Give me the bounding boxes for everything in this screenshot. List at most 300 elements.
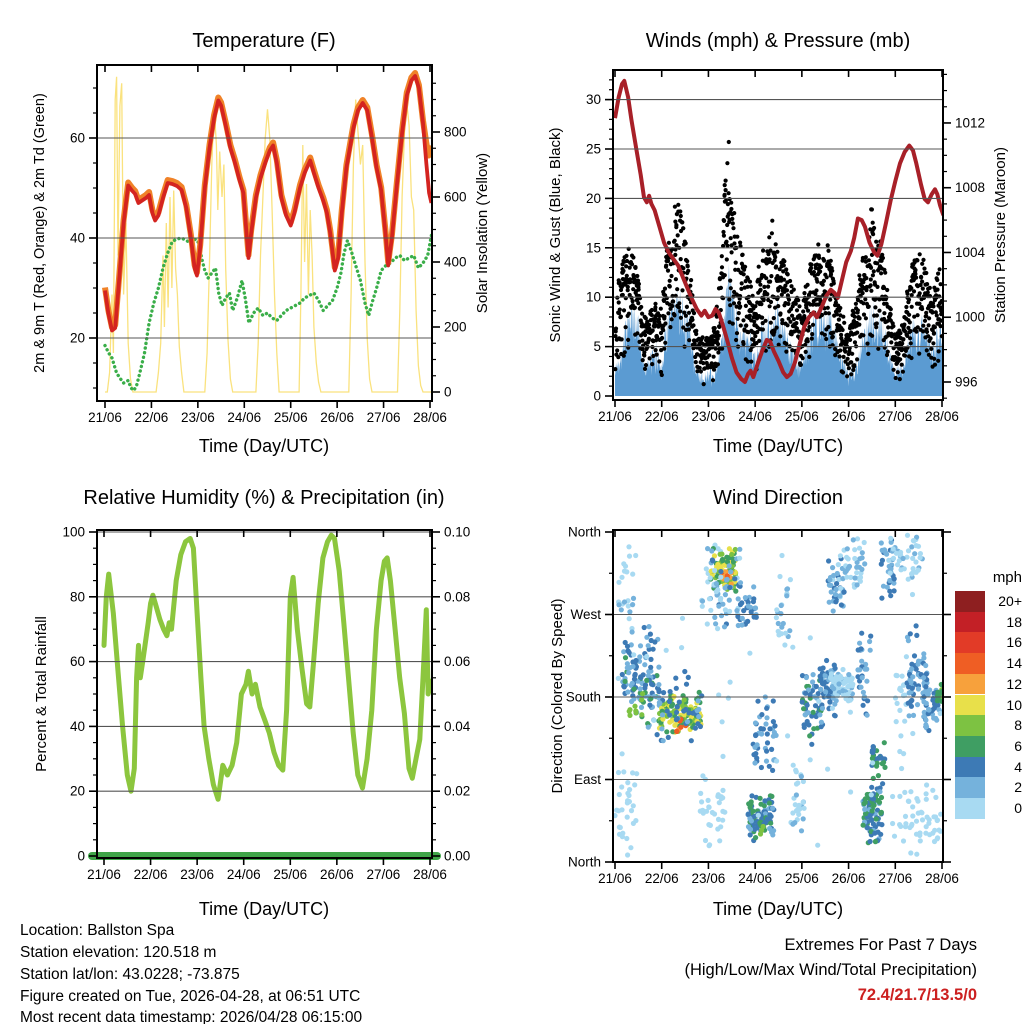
wind-direction-dot [900, 674, 905, 679]
wind-direction-dot [834, 581, 839, 586]
wind-direction-dot [824, 658, 829, 663]
wind-direction-dot [932, 828, 937, 833]
wind-direction-dot [877, 789, 882, 794]
tick-label: 400 [444, 254, 467, 270]
wind-direction-dot [633, 818, 638, 823]
wind-direction-dot [734, 608, 739, 613]
wind-direction-dot [649, 682, 654, 687]
wind-direction-dot [619, 607, 624, 612]
wind-direction-dot [796, 812, 801, 817]
tick-label: 24/06 [738, 871, 773, 886]
wind-direction-dot [935, 836, 940, 841]
wind-direction-dot [777, 574, 782, 579]
wind-direction-dot [863, 800, 868, 805]
wind-direction-dot [901, 838, 906, 843]
wind-direction-dot [895, 701, 900, 706]
wind-direction-dot [631, 687, 636, 692]
wind-direction-dot [809, 742, 814, 747]
wind-direction-dot [835, 693, 840, 698]
wind-direction-dot [831, 608, 836, 613]
wind-direction-dot [715, 826, 720, 831]
wind-direction-dot [910, 813, 915, 818]
tick-label: 22/06 [133, 867, 168, 882]
wind-direction-dot [765, 731, 770, 736]
wind-direction-dot [749, 793, 754, 798]
wind-direction-dot [699, 693, 704, 698]
wind-direction-dot [630, 664, 635, 669]
wind-direction-dot [718, 596, 723, 601]
wind-direction-dot [935, 690, 940, 695]
wind-direction-dot [646, 725, 651, 730]
wind-direction-dot [677, 700, 682, 705]
tick-label: 21/06 [598, 409, 632, 424]
tick-label: North [567, 854, 601, 870]
tick-label: 1000 [955, 309, 986, 325]
wind-direction-dot [911, 713, 916, 718]
wind-direction-dot [674, 717, 679, 722]
wind-direction-dot [869, 792, 874, 797]
wind-direction-dot [909, 679, 914, 684]
wind-direction-dot [908, 789, 913, 794]
wind-direction-dot [823, 689, 828, 694]
wind-direction-dot [898, 733, 903, 738]
wind-direction-dot [807, 733, 812, 738]
wind-direction-dot [776, 632, 781, 637]
wind-direction-dot [747, 651, 752, 656]
wind-direction-dot [828, 674, 833, 679]
wind-direction-dot [914, 819, 919, 824]
wind-direction-dot [918, 838, 923, 843]
tick-label: 23/06 [180, 867, 215, 882]
wind-direction-dot [878, 832, 883, 837]
wind-direction-dot [845, 692, 850, 697]
wind-direction-dot [840, 688, 845, 693]
wind-direction-dot [923, 684, 928, 689]
wind-direction-dot [879, 795, 884, 800]
wind-direction-dot [862, 561, 867, 566]
wind-direction-dot [871, 744, 876, 749]
wind-direction-dot [720, 809, 725, 814]
tick-label: 1008 [955, 180, 986, 196]
wind-direction-dot [862, 540, 867, 545]
wind-direction-dot [802, 725, 807, 730]
wind-direction-dot [910, 570, 915, 575]
wind-direction-dot [756, 813, 761, 818]
legend-swatch [955, 653, 985, 674]
wind-direction-dot [829, 589, 834, 594]
wind-direction-dot [831, 573, 836, 578]
tick-label: 100 [62, 524, 85, 540]
wind-direction-dot [716, 604, 721, 609]
wind-direction-dot [925, 691, 930, 696]
wind-direction-dot [751, 584, 756, 589]
wind-direction-dot [852, 556, 857, 561]
wind-direction-dot [880, 761, 885, 766]
wind-direction-dot [804, 675, 809, 680]
wind-direction-dot [872, 831, 877, 836]
tick-label: 15 [585, 240, 601, 256]
wind-direction-dot [806, 710, 811, 715]
wind-direction-dot [924, 797, 929, 802]
wind-direction-dot [799, 774, 804, 779]
wind-direction-dot [873, 839, 878, 844]
wind-direction-dot [655, 732, 660, 737]
wind-direction-dot [752, 745, 757, 750]
wind-direction-dot [882, 740, 887, 745]
wind-direction-dot [620, 834, 625, 839]
tick-label: 0 [593, 388, 601, 404]
wind-direction-dot [678, 725, 683, 730]
wind-direction-dot [879, 540, 884, 545]
extremes-values: 72.4/21.7/13.5/0 [857, 986, 977, 1004]
wind-direction-dot [719, 613, 724, 618]
wind-direction-dot [774, 758, 779, 763]
wind-direction-dot [910, 731, 915, 736]
wind-direction-dot [842, 589, 847, 594]
wind-direction-dot [915, 702, 920, 707]
wind-direction-dot [921, 655, 926, 660]
wind-direction-dot [912, 653, 917, 658]
wind-direction-dot [865, 713, 870, 718]
wind-direction-dot [845, 677, 850, 682]
tick-label: 27/06 [878, 409, 913, 424]
wind-direction-dot [790, 645, 795, 650]
winds-panel-title: Winds (mph) & Pressure (mb) [645, 30, 911, 52]
wind-direction-dot [764, 715, 769, 720]
tick-label: 26/06 [320, 410, 355, 425]
wind-direction-dot [887, 564, 892, 569]
wind-direction-dot [802, 806, 807, 811]
wind-direction-dot [880, 558, 885, 563]
wind-direction-dot [860, 555, 865, 560]
wind-direction-dot [838, 553, 843, 558]
wind-direction-dot [830, 565, 835, 570]
wind-direction-dot [811, 710, 816, 715]
wind-direction-dot [868, 648, 873, 653]
wind-direction-dot [907, 690, 912, 695]
tick-label: 25 [585, 141, 601, 157]
wind-direction-dot [916, 686, 921, 691]
wind-direction-dot [765, 816, 770, 821]
wind-direction-dot [782, 642, 787, 647]
wind-direction-dot [643, 682, 648, 687]
wind-direction-dot [661, 738, 666, 743]
wind-direction-dot [754, 756, 759, 761]
tick-label: 20 [585, 190, 601, 206]
wind-direction-dot [714, 581, 719, 586]
wind-direction-dot [800, 699, 805, 704]
wind-direction-dot [633, 553, 638, 558]
wind-direction-dot [720, 719, 725, 724]
wind-direction-dot [916, 662, 921, 667]
wind-direction-dot [910, 686, 915, 691]
wind-direction-dot [779, 603, 784, 608]
tick-label: 22/06 [644, 871, 679, 886]
tick-label: 40 [69, 718, 85, 734]
wind-direction-dot [656, 682, 661, 687]
wind-direction-dot [625, 689, 630, 694]
legend-speed-label: 2 [1014, 779, 1022, 796]
tick-label: 0.06 [444, 654, 471, 670]
wind-direction-dot [779, 553, 784, 558]
wind-direction-dot [910, 556, 915, 561]
wind-direction-dot [935, 818, 940, 823]
wind-direction-dot [863, 667, 868, 672]
wind-direction-dot [887, 589, 892, 594]
wind-direction-dot [659, 726, 664, 731]
wind-direction-dot [905, 533, 910, 538]
wind-direction-dot [916, 811, 921, 816]
wind-direction-dot [859, 631, 864, 636]
wind-direction-dot [728, 680, 733, 685]
temperature-plot-area [105, 73, 431, 392]
wind-direction-dot [855, 667, 860, 672]
wind-direction-dot [806, 722, 811, 727]
wind-direction-dot [909, 823, 914, 828]
tick-label: 600 [444, 189, 467, 205]
wind-direction-dot [861, 823, 866, 828]
wind-direction-dot [909, 704, 914, 709]
wind-direction-dot [707, 596, 712, 601]
wind-direction-dot [646, 673, 651, 678]
tick-label: 21/06 [598, 871, 632, 886]
wind-y-axis-label: Sonic Wind & Gust (Blue, Black) [547, 127, 564, 343]
legend-swatch [955, 777, 985, 798]
wind-direction-dot [689, 738, 694, 743]
wind-direction-dot [799, 828, 804, 833]
wind-direction-dot [675, 704, 680, 709]
wind-direction-dot [646, 643, 651, 648]
wind-direction-dot [825, 767, 830, 772]
wind-direction-dot [846, 566, 851, 571]
tick-label: 28/06 [925, 409, 959, 424]
wind-direction-dot [723, 585, 728, 590]
wind-direction-dot [763, 721, 768, 726]
wind-direction-dot [732, 576, 737, 581]
wind-direction-dot [821, 665, 826, 670]
wind-direction-dot [701, 811, 706, 816]
wind-direction-dot [836, 562, 841, 567]
tick-label: 60 [69, 654, 85, 670]
tick-label: 27/06 [366, 410, 401, 425]
temperature-panel-title: Temperature (F) [192, 30, 336, 52]
wind-direction-dot [644, 678, 649, 683]
wind-direction-dot [861, 703, 866, 708]
legend-speed-label: 12 [1006, 675, 1022, 692]
wind-direction-dot [774, 615, 779, 620]
wind-direction-dot [749, 609, 754, 614]
wind-direction-dot [794, 792, 799, 797]
wind-direction-dot [764, 759, 769, 764]
wind-direction-dot [668, 689, 673, 694]
wind-direction-dot [767, 801, 772, 806]
wind-direction-dot [769, 747, 774, 752]
wind-direction-dot [719, 794, 724, 799]
wind-direction-dot [625, 665, 630, 670]
wind-direction-dot [680, 616, 685, 621]
wind-direction-dot [808, 757, 813, 762]
wind-direction-dot [868, 634, 873, 639]
wind-direction-dot [785, 733, 790, 738]
wind-direction-dot [907, 713, 912, 718]
legend-swatch [955, 798, 985, 819]
tick-label: 24/06 [738, 409, 773, 424]
wind-direction-dot [639, 712, 644, 717]
wind-direction-dot [623, 655, 628, 660]
wind-direction-dot [926, 707, 931, 712]
wind-direction-dot [723, 592, 728, 597]
wind-direction-dot [874, 816, 879, 821]
wind-direction-dot [893, 695, 898, 700]
wind-direction-dot [661, 690, 666, 695]
wind-direction-dot [706, 798, 711, 803]
wind-direction-dot [630, 629, 635, 634]
wind-direction-dot [630, 602, 635, 607]
wind-direction-dot [753, 605, 758, 610]
wind-direction-dot [733, 589, 738, 594]
tick-label: 40 [69, 230, 85, 246]
wind-direction-dot [682, 669, 687, 674]
wind-direction-dot [704, 566, 709, 571]
wind-direction-dot [759, 828, 764, 833]
solar-y-axis-label: Solar Insolation (Yellow) [474, 152, 491, 314]
wind-direction-dot [897, 708, 902, 713]
wind-direction-dot [801, 800, 806, 805]
wind-direction-dot [686, 675, 691, 680]
wind-direction-dot [883, 550, 888, 555]
wind-direction-dot [823, 673, 828, 678]
wind-direction-dot [914, 633, 919, 638]
wind-direction-dot [616, 602, 621, 607]
wind-direction-dot [625, 815, 630, 820]
wind-direction-dot [703, 838, 708, 843]
wind-direction-dot [630, 770, 635, 775]
wind-direction-dot [918, 555, 923, 560]
wind-direction-dot [768, 821, 773, 826]
tick-label: East [573, 772, 601, 787]
wind-direction-dot [625, 648, 630, 653]
wind-direction-dot [851, 537, 856, 542]
wind-direction-dot [772, 723, 777, 728]
wind-direction-dot [752, 760, 757, 765]
wind-direction-dot [830, 706, 835, 711]
wind-direction-dot [718, 552, 723, 557]
wind-direction-dot [910, 674, 915, 679]
wind-direction-dot [707, 843, 712, 848]
wind-direction-dot [821, 681, 826, 686]
tick-label: 22/06 [644, 409, 679, 424]
wind-direction-dot [903, 814, 908, 819]
wind-direction-dot [648, 665, 653, 670]
wind-direction-dot [718, 569, 723, 574]
wind-direction-dot [909, 544, 914, 549]
wind-direction-dot [621, 649, 626, 654]
wind-direction-dot [620, 672, 625, 677]
tick-label: 0.08 [444, 589, 471, 605]
wind-direction-dot [888, 536, 893, 541]
wind-direction-dot [869, 785, 874, 790]
legend-speed-label: 4 [1014, 758, 1022, 775]
footer-elevation: Station elevation: 120.518 m [20, 944, 217, 961]
wind-direction-dot [700, 599, 705, 604]
wind-direction-dot [833, 587, 838, 592]
wind-direction-dot [764, 706, 769, 711]
pressure-y-axis-label: Station Pressure (Maroon) [992, 147, 1009, 323]
wind-direction-dot [733, 547, 738, 552]
wind-direction-dot [859, 659, 864, 664]
wind-direction-dot [784, 593, 789, 598]
tick-label: 26/06 [831, 409, 866, 424]
wind-direction-dot [880, 781, 885, 786]
tick-label: 200 [444, 319, 467, 335]
wind-direction-dot [699, 799, 704, 804]
wind-direction-dot [729, 552, 734, 557]
wind-direction-dot [627, 616, 632, 621]
wind-direction-dot [827, 600, 832, 605]
tick-label: 24/06 [227, 410, 262, 425]
plot-frame [97, 65, 432, 401]
wind-direction-dot [792, 820, 797, 825]
tick-label: 27/06 [366, 867, 401, 882]
wind-direction-dot [726, 696, 731, 701]
wind-direction-dot [859, 567, 864, 572]
wind-direction-dot [712, 615, 717, 620]
wind-direction-dot [767, 726, 772, 731]
wind-direction-dot [865, 698, 870, 703]
wind-direction-dot [642, 662, 647, 667]
wind-direction-dot [924, 724, 929, 729]
wind-direction-dot [892, 576, 897, 581]
humidity-plot-area [104, 535, 431, 799]
tick-label: 25/06 [784, 409, 819, 424]
relative-humidity-line [104, 535, 431, 799]
tick-label: 0 [444, 384, 452, 400]
wind-direction-dot [914, 543, 919, 548]
wind-direction-dot [857, 546, 862, 551]
wind-direction-dot [908, 699, 913, 704]
wind-direction-dot [660, 712, 665, 717]
wind-direction-dot [845, 684, 850, 689]
tick-label: 26/06 [319, 867, 354, 882]
solar-insolation-line [105, 77, 431, 392]
wind-direction-dot [656, 689, 661, 694]
wind-direction-dot [867, 639, 872, 644]
wind-direction-dot [640, 691, 645, 696]
wind-direction-dot [712, 568, 717, 573]
wind-direction-dot [700, 604, 705, 609]
wind-direction-dot [738, 580, 743, 585]
tick-label: 28/06 [413, 410, 447, 425]
wind-direction-dot [810, 679, 815, 684]
wind-direction-dot [748, 827, 753, 832]
wind-direction-dot [808, 635, 813, 640]
wind-direction-dot [831, 686, 836, 691]
wind-direction-dot [708, 608, 713, 613]
wind-direction-dot [891, 556, 896, 561]
wind-direction-dot [817, 712, 822, 717]
legend-swatch [955, 757, 985, 778]
wind-direction-dot [755, 699, 760, 704]
wind-direction-dot [879, 822, 884, 827]
wind-direction-dot [618, 825, 623, 830]
tick-label: 27/06 [878, 871, 913, 886]
wind-direction-dot [664, 729, 669, 734]
wind-direction-dot [930, 788, 935, 793]
wind-direction-dot [852, 547, 857, 552]
tick-label: 21/06 [88, 410, 122, 425]
wind-direction-dot [638, 686, 643, 691]
wind-direction-dot [623, 564, 628, 569]
